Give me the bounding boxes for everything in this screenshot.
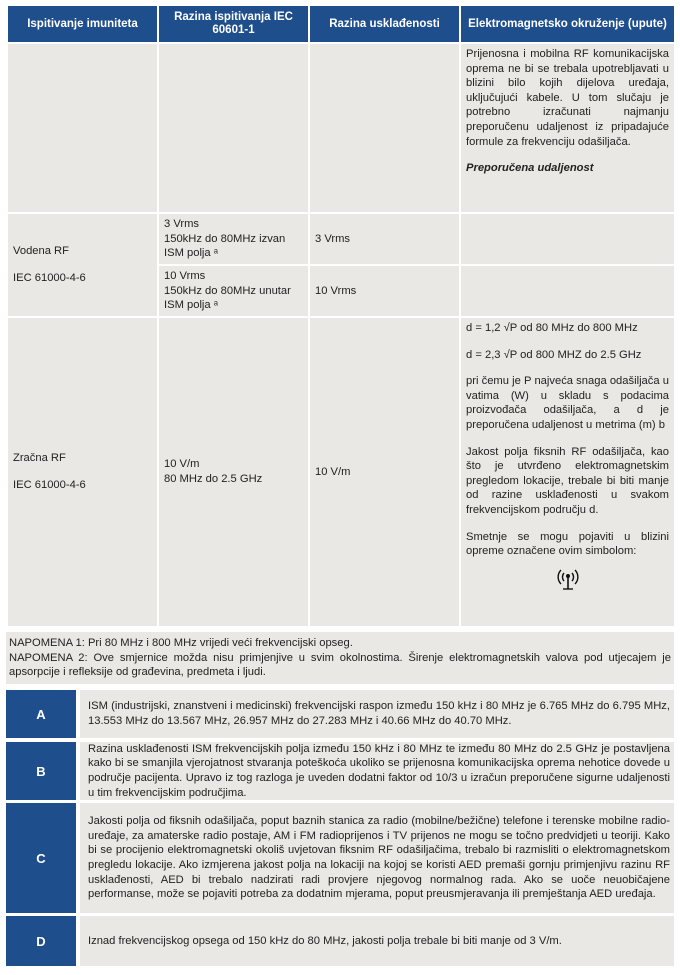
- intro-guidance: Prijenosna i mobilna RF komunikacijska oprema ne bi se trebala upotrebljavati u blizini bilo kojih dijelova uređaja, uključujući kabele. U tom slučaju je potrebno izračunati najmanju preporučenu udaljenost iz pripadajuće formule za frekvenciju odašiljača.: [466, 48, 669, 148]
- non-ionizing-radiation-icon: [554, 565, 582, 591]
- formula-explanation: pri čemu je P najveća snaga odašiljača u vatima (W) u skladu s podacima proizvođača odašiljača, a d je preporučena udaljenost u metrima (m) b: [466, 375, 669, 431]
- header-environment: Elektromagnetsko okruženje (upute): [460, 5, 675, 43]
- empty-cell: [460, 213, 675, 265]
- conducted-range1: 150kHz do 80MHz izvan ISM polja ᵃ: [164, 232, 286, 260]
- footnote-a-label: A: [6, 690, 76, 738]
- radiated-compliance: 10 V/m: [309, 317, 460, 627]
- table-row-conducted-1: [7, 213, 675, 265]
- intro-guidance-cell: [460, 43, 675, 213]
- footnote-b-text: Razina usklađenosti ISM frekvencijskih polja između 150 kHz i 80 MHz te između 80 MHz do 2.5 GHz je postavljena kako bi se smanjila vjerojatnost stvaranja poteškoća ukoliko se prijenosna komunikacijska oprema nehotice dovede u područje pacijenta. Upravo iz tog razloga je uveden dodatni faktor od 10/3 u izračun preporučene sigurne udaljenosti u tim frekvencijskim područjima.: [80, 742, 674, 800]
- conducted-compliance2: 10 Vrms: [309, 265, 460, 317]
- note-2: NAPOMENA 2: Ove smjernice možda nisu primjenjive u svim okolnostima. Širenje elektromagnetskih valova pod utjecajem je apsorpcije i refleksije od građevina, predmeta i ljudi.: [9, 651, 671, 679]
- field-strength-guidance: Jakost polja fiksnih RF odašiljača, kao što je utvrđeno elektromagnetskim pregledom lokacije, trebale bi biti manje od razine usklađenosti u svakom frekvencijskom području d.: [466, 445, 669, 516]
- footnote-d-label: D: [6, 916, 76, 966]
- conducted-test: Vodena RF: [13, 245, 69, 258]
- radiated-guidance-cell: [460, 317, 675, 627]
- table-row-intro: [7, 43, 675, 213]
- conducted-standard: IEC 61000-4-6: [13, 272, 86, 284]
- header-immunity-test: Ispitivanje imuniteta: [7, 5, 158, 43]
- footnote-b-label: B: [6, 742, 76, 800]
- formula-1: d = 1,2 √P od 80 MHz do 800 MHz: [466, 322, 638, 334]
- radiated-test: Zračna RF: [13, 452, 66, 465]
- empty-cell: [309, 43, 460, 213]
- footnote-c-label: C: [6, 803, 76, 913]
- empty-cell: [158, 43, 309, 213]
- conducted-range2: 150kHz do 80MHz unutar ISM polja ᵃ: [164, 284, 291, 312]
- footnote-c-text: Jakosti polja od fiksnih odašiljača, poput baznih stanica za radio (mobilne/bežične) telefone i terenske mobilne radio-uređaje, za amaterske radio postaje, AM i FM radioprijenos i TV prijenos ne mogu se točno predvidjeti u teoriji. Kako bi se procijenio elektromagnetski okoliš uvjetovan fiksnim RF odašiljačima, trebalo bi razmisliti o elektromagnetskom pregledu lokacije. Ako izmjerena jakost polja na lokaciji na kojoj se koristi AED premaši gornju primjenjivu razinu RF usklađenosti, AED bi trebalo nadzirati radi provjere njegovog normalnog rada. Ako se uoče neuobičajene performanse, može se pojaviti potreba za dodatnim mjerama, poput preusmjeravanja ili premještanja AED uređaja.: [80, 803, 674, 913]
- radiated-level-cell: [158, 317, 309, 627]
- radiated-test-cell: [7, 317, 158, 627]
- radiated-standard: IEC 61000-4-6: [13, 479, 86, 491]
- table-header-row: [7, 5, 675, 43]
- footnote-d: [6, 916, 674, 966]
- recommended-distance-label: Preporučena udaljenost: [466, 162, 594, 175]
- header-test-level: Razina ispitivanja IEC 60601-1: [158, 5, 309, 43]
- conducted-level1: 3 Vrms: [164, 218, 200, 230]
- notes-box: [6, 632, 674, 684]
- footnote-b: [6, 742, 674, 800]
- immunity-table: [6, 4, 676, 628]
- radiated-level: 10 V/m: [164, 458, 200, 471]
- interference-warning: Smetnje se mogu pojaviti u blizini opreme označene ovim simbolom:: [466, 530, 669, 558]
- footnote-d-text: Iznad frekvencijskog opsega od 150 kHz do 80 MHz, jakosti polja trebale bi biti manje od 3 V/m.: [80, 916, 674, 966]
- conducted-level1-cell: [158, 213, 309, 265]
- empty-cell: [7, 43, 158, 213]
- conducted-level2: 10 Vrms: [164, 270, 206, 282]
- footnote-c: [6, 803, 674, 913]
- conducted-compliance1: 3 Vrms: [309, 213, 460, 265]
- footnote-a: [6, 690, 674, 738]
- note-1: NAPOMENA 1: Pri 80 MHz i 800 MHz vrijedi veći frekvencijski opseg.: [9, 637, 353, 649]
- empty-cell: [460, 265, 675, 317]
- conducted-level2-cell: [158, 265, 309, 317]
- footnote-a-text: ISM (industrijski, znanstveni i medicinski) frekvencijski raspon između 150 kHz i 80 MHz je 6.765 MHz do 6.795 MHz, 13.553 MHz do 13.567 MHz, 26.957 MHz do 27.283 MHz i 40.66 MHz do 40.70 MHz.: [80, 690, 674, 738]
- header-compliance-level: Razina usklađenosti: [309, 5, 460, 43]
- table-row-radiated: [7, 317, 675, 627]
- radiated-range: 80 MHz do 2.5 GHz: [164, 473, 263, 485]
- conducted-test-cell: [7, 213, 158, 317]
- formula-2: d = 2,3 √P od 800 MHZ do 2.5 GHz: [466, 348, 642, 361]
